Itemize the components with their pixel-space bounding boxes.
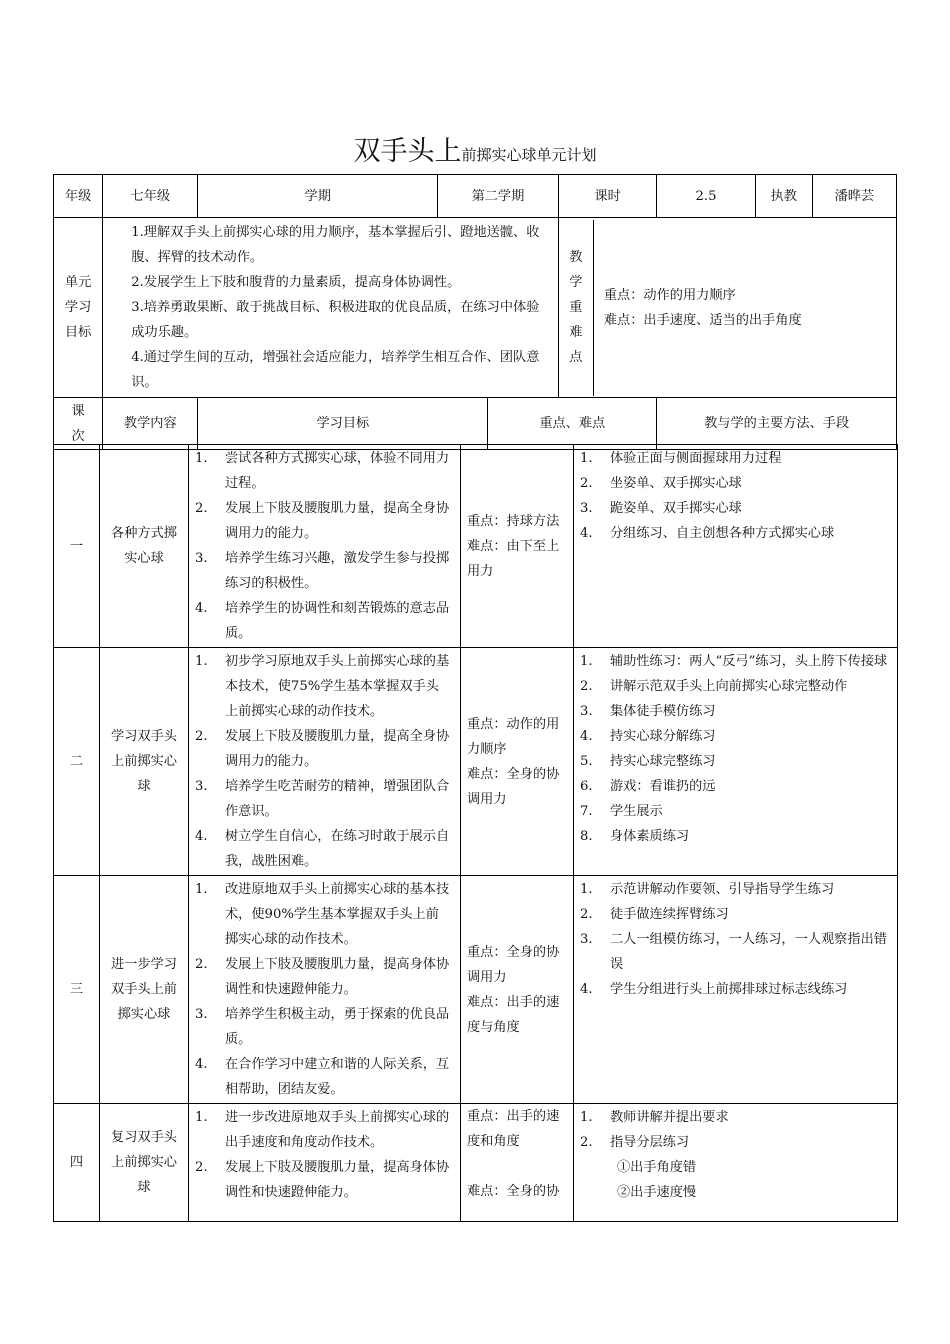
- lesson-keys: [461, 648, 574, 876]
- method-item: [574, 724, 889, 749]
- method-number: 2.: [580, 907, 593, 922]
- sub-method: ①出手角度错: [617, 1160, 697, 1175]
- lesson-difficulty: 难点：由下至上用力: [467, 538, 560, 579]
- hours-label-text: 课时: [594, 188, 621, 204]
- method-number: 3.: [580, 704, 593, 719]
- goal-number: 2.: [195, 501, 208, 516]
- lesson-difficulty: 难点：出手的速度与角度: [467, 994, 560, 1035]
- method-item: [574, 799, 889, 824]
- goal-number: 4.: [195, 601, 208, 616]
- method-text: 学生分组进行头上前掷排球过标志线练习: [610, 982, 848, 997]
- page-title: [0, 134, 950, 173]
- method-text: 学生展示: [610, 804, 663, 819]
- method-text: 跪姿单、双手掷实心球: [610, 501, 742, 516]
- method-text: 指导分层练习: [610, 1135, 690, 1150]
- goal-text: 发展上下肢及腰腹肌力量，提高身体协调性和快速蹬伸能力。: [225, 957, 450, 997]
- goal-item: [189, 1052, 452, 1102]
- method-item: [574, 1105, 889, 1130]
- method-text: 持实心球完整练习: [610, 754, 716, 769]
- lesson-difficulty: 难点：全身的协调用力: [467, 766, 560, 807]
- grade-label-cell: 年级: [54, 175, 103, 218]
- lesson-content: [100, 1104, 189, 1222]
- lesson-number: 二: [54, 648, 100, 876]
- goal-item: [189, 877, 452, 952]
- goal-number: 4.: [195, 1057, 208, 1072]
- hours-value-text: 2.5: [695, 188, 717, 204]
- goal-number: 2.: [195, 729, 208, 744]
- term-value-cell: 第二学期: [438, 175, 559, 218]
- method-item: [574, 521, 889, 546]
- method-item: [574, 749, 889, 774]
- goal-item: [189, 496, 452, 546]
- key-label-box: [559, 220, 594, 396]
- lesson-keys: [461, 445, 574, 648]
- goal-item: [189, 952, 452, 1002]
- unit-goal-1: 1.理解双手头上前掷实心球的用力顺序，基本掌握后引、蹬地送髋、收腹、挥臂的技术动作。: [131, 225, 540, 265]
- goal-item: [189, 1105, 452, 1155]
- goal-item: [189, 596, 452, 646]
- grade-value-cell: 七年级: [103, 175, 198, 218]
- teacher-cell: [755, 175, 896, 218]
- method-number: 2.: [580, 476, 593, 491]
- method-number: 1.: [580, 451, 593, 466]
- lesson-keys: [461, 876, 574, 1104]
- goal-text: 发展上下肢及腰腹肌力量，提高身体协调性和快速蹬伸能力。: [225, 1160, 450, 1200]
- method-item: [574, 824, 889, 849]
- col-lesson-text: 课 次: [71, 403, 85, 444]
- method-text: 分组练习、自主创想各种方式掷实心球: [610, 526, 835, 541]
- lesson-content: [100, 648, 189, 876]
- term-label-cell: 学期: [198, 175, 438, 218]
- lesson-content: [100, 876, 189, 1104]
- unit-goal-2: 2.发展学生上下肢和腹背的力量素质，提高身体协调性。: [131, 275, 461, 290]
- method-text: 游戏：看谁扔的远: [610, 779, 716, 794]
- lesson-methods: [574, 648, 898, 876]
- method-item: [574, 774, 889, 799]
- method-text: 身体素质练习: [610, 829, 690, 844]
- goal-number: 3.: [195, 779, 208, 794]
- method-number: 1.: [580, 654, 593, 669]
- goal-text: 培养学生练习兴趣，激发学生参与投掷练习的积极性。: [225, 551, 450, 591]
- method-text: 徒手做连续挥臂练习: [610, 907, 729, 922]
- goal-item: [189, 1155, 452, 1205]
- lesson-key-point: 重点：持球方法: [467, 513, 560, 529]
- goal-text: 尝试各种方式掷实心球，体验不同用力过程。: [225, 451, 450, 491]
- method-text: 辅助性练习：两人“反弓”练习，头上胯下传接球: [610, 654, 888, 669]
- lesson-content-text: 进一步学习双手头上前掷实心球: [111, 957, 177, 1022]
- unit-goals-row: [54, 218, 897, 398]
- method-number: 2.: [580, 1135, 593, 1150]
- lesson-methods: [574, 1104, 898, 1222]
- key-cell: [558, 218, 896, 398]
- goal-text: 树立学生自信心，在练习时敢于展示自我，战胜困难。: [225, 829, 450, 869]
- goal-text: 进一步改进原地双手头上前掷实心球的出手速度和角度动作技术。: [225, 1110, 450, 1150]
- goal-item: [189, 724, 452, 774]
- method-text: 坐姿单、双手掷实心球: [610, 476, 742, 491]
- goal-item: [189, 446, 452, 496]
- method-number: 1.: [580, 1110, 593, 1125]
- method-item: [574, 471, 889, 496]
- goal-number: 1.: [195, 451, 208, 466]
- method-number: 2.: [580, 679, 593, 694]
- method-number: 4.: [580, 526, 593, 541]
- unit-goal-4: 4.通过学生间的互动，增强社会适应能力，培养学生相互合作、团队意识。: [131, 350, 540, 390]
- method-item: [574, 649, 889, 674]
- title-sub: 前掷实心球单元计划: [461, 146, 597, 164]
- lesson-row: [54, 876, 898, 1104]
- goal-number: 1.: [195, 882, 208, 897]
- info-row: [54, 175, 897, 218]
- method-item: [574, 496, 889, 521]
- sub-method: ②出手速度慢: [617, 1185, 697, 1200]
- goal-number: 4.: [195, 829, 208, 844]
- method-item: [574, 877, 889, 902]
- method-text: 二人一组模仿练习，一人练习，一人观察指出错误: [610, 932, 887, 972]
- method-item: [574, 902, 889, 927]
- method-number: 8.: [580, 829, 593, 844]
- lesson-content-text: 学习双手头上前掷实心球: [111, 729, 177, 794]
- col-keys: 重点、难点: [488, 398, 657, 450]
- goal-item: [189, 774, 452, 824]
- method-item: [574, 446, 889, 471]
- title-main: 双手头上: [353, 136, 462, 167]
- unit-goal-label: [54, 218, 103, 398]
- method-text: 集体徒手模仿练习: [610, 704, 716, 719]
- key-point: 重点：动作的用力顺序: [603, 287, 736, 303]
- goal-item: [189, 824, 452, 874]
- lesson-goals: [189, 648, 461, 876]
- goal-text: 初步学习原地双手头上前掷实心球的基本技术，使75%学生基本掌握双手头上前掷实心球的动作技术。: [225, 654, 450, 719]
- hours-value-cell: [657, 175, 755, 218]
- difficulty-point: 难点：出手速度、适当的出手角度: [603, 312, 802, 328]
- lesson-difficulty: 难点：全身的协: [467, 1184, 560, 1199]
- key-label-text: 教 学 重 难 点: [569, 250, 583, 365]
- goal-number: 1.: [195, 1110, 208, 1125]
- goal-number: 3.: [195, 551, 208, 566]
- goal-number: 3.: [195, 1007, 208, 1022]
- teacher-value-text: 潘晔芸: [834, 188, 875, 204]
- method-number: 6.: [580, 779, 593, 794]
- lesson-methods: [574, 445, 898, 648]
- lesson-goals: [189, 876, 461, 1104]
- goal-text: 发展上下肢及腰腹肌力量，提高全身协调用力的能力。: [225, 501, 450, 541]
- lesson-goals: [189, 445, 461, 648]
- method-text: 讲解示范双手头上向前掷实心球完整动作: [610, 679, 848, 694]
- unit-goals-cell: [103, 218, 559, 398]
- method-item: [574, 977, 889, 1002]
- key-content: [594, 220, 896, 396]
- goal-item: [189, 649, 452, 724]
- lesson-row: [54, 445, 898, 648]
- lesson-number: 三: [54, 876, 100, 1104]
- lesson-row: [54, 1104, 898, 1222]
- method-number: 4.: [580, 982, 593, 997]
- method-number: 3.: [580, 501, 593, 516]
- lesson-number: 一: [54, 445, 100, 648]
- unit-goal-label-text: 单元 学习 目标: [64, 275, 92, 340]
- col-methods: 教与学的主要方法、手段: [657, 398, 897, 450]
- lesson-key-point: 重点：出手的速度和角度: [467, 1109, 560, 1149]
- method-item: [574, 674, 889, 699]
- goal-item: [189, 546, 452, 596]
- method-text: 教师讲解并提出要求: [610, 1110, 729, 1125]
- goal-text: 改进原地双手头上前掷实心球的基本技术，使90%学生基本掌握双手头上前掷实心球的动作技术。: [225, 882, 450, 947]
- method-item: [574, 1130, 889, 1155]
- lessons-table: [53, 444, 898, 1222]
- method-item: [574, 699, 889, 724]
- method-number: 5.: [580, 754, 593, 769]
- col-content: 教学内容: [103, 398, 198, 450]
- method-number: 3.: [580, 932, 593, 947]
- method-number: 1.: [580, 882, 593, 897]
- goal-text: 发展上下肢及腰腹肌力量，提高全身协调用力的能力。: [225, 729, 450, 769]
- goal-item: [189, 1002, 452, 1052]
- lesson-row: [54, 648, 898, 876]
- lesson-key-point: 重点：全身的协调用力: [467, 944, 560, 985]
- lesson-content-text: 复习双手头上前掷实心球: [111, 1130, 177, 1195]
- method-text: 体验正面与侧面握球用力过程: [610, 451, 782, 466]
- col-goals: 学习目标: [198, 398, 488, 450]
- unit-goal-3: 3.培养勇敢果断、敢于挑战目标、积极进取的优良品质，在练习中体验成功乐趣。: [131, 300, 540, 340]
- lesson-content: [100, 445, 189, 648]
- method-number: 4.: [580, 729, 593, 744]
- col-lesson: [54, 398, 103, 450]
- method-text: 示范讲解动作要领、引导指导学生练习: [610, 882, 835, 897]
- goal-number: 2.: [195, 957, 208, 972]
- goal-text: 培养学生吃苦耐劳的精神，增强团队合作意识。: [225, 779, 450, 819]
- goal-number: 2.: [195, 1160, 208, 1175]
- lesson-keys: [461, 1104, 574, 1222]
- method-number: 7.: [580, 804, 593, 819]
- lesson-goals: [189, 1104, 461, 1222]
- lesson-methods: [574, 876, 898, 1104]
- hours-label-cell: [558, 175, 656, 218]
- method-item: [574, 927, 889, 977]
- column-header-row: [54, 398, 897, 450]
- lesson-content-text: 各种方式掷实心球: [111, 526, 177, 566]
- goal-text: 培养学生的协调性和刻苦锻炼的意志品质。: [225, 601, 450, 641]
- unit-plan-grid: [53, 174, 897, 450]
- method-text: 持实心球分解练习: [610, 729, 716, 744]
- goal-text: 培养学生积极主动，勇于探索的优良品质。: [225, 1007, 450, 1047]
- teacher-label-text: 执教: [756, 175, 813, 217]
- goal-number: 1.: [195, 654, 208, 669]
- lesson-number: 四: [54, 1104, 100, 1222]
- lesson-key-point: 重点：动作的用力顺序: [467, 716, 560, 757]
- goal-text: 在合作学习中建立和谐的人际关系，互相帮助，团结友爱。: [225, 1057, 450, 1097]
